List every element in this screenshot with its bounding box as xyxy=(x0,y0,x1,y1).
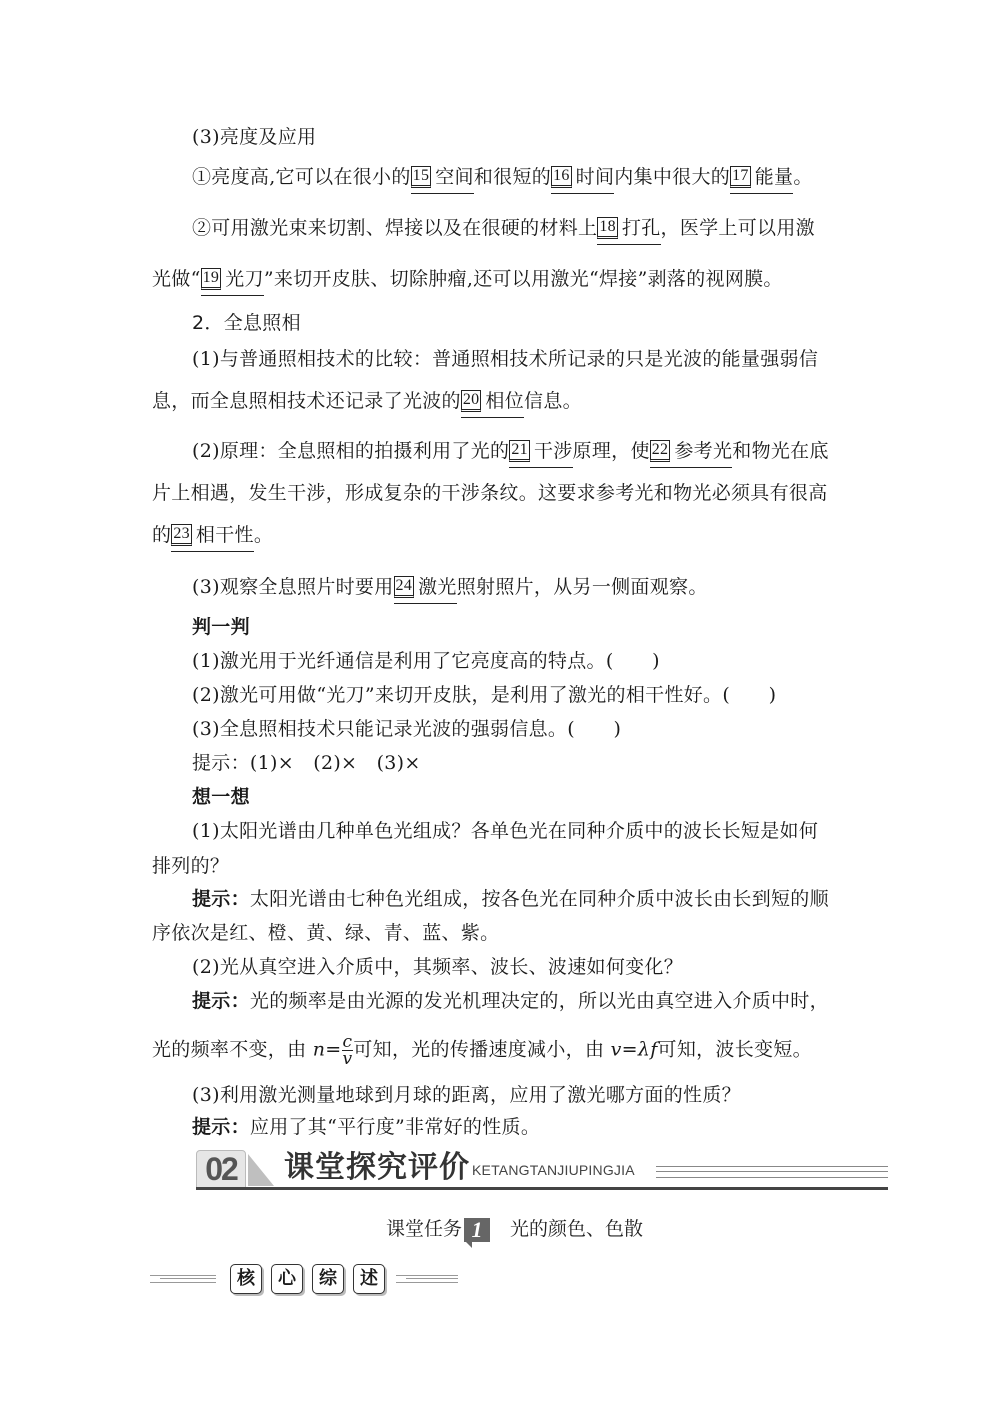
blank-number: 24 xyxy=(394,576,415,598)
task-number-badge: 1 xyxy=(464,1218,490,1242)
blank-answer: 参考光 xyxy=(674,440,733,462)
text: 的 xyxy=(152,524,172,546)
hint-label: 提示： xyxy=(192,1116,250,1138)
section-banner xyxy=(196,1146,888,1192)
paragraph-holo-2-line3 xyxy=(152,522,273,548)
think-q3: (3)利用激光测量地球到月球的距离，应用了激光哪方面的性质？ xyxy=(192,1084,741,1106)
text: 照射照片，从另一侧面观察。 xyxy=(456,576,708,598)
judge-heading: 判一判 xyxy=(192,616,250,638)
text: 光做“ xyxy=(152,268,201,290)
blank-number: 17 xyxy=(730,166,751,188)
section-heading-holography: 2．全息照相 xyxy=(192,312,301,334)
fraction-c-over-v xyxy=(342,1034,354,1067)
blank-18 xyxy=(597,215,660,241)
paragraph-brightness-2-cont xyxy=(152,266,783,292)
blank-number: 21 xyxy=(509,440,530,462)
blank-answer: 打孔 xyxy=(621,217,661,239)
blank-20 xyxy=(461,388,524,414)
hint-text: 光的频率是由光源的发光机理决定的，所以光由真空进入介质中时， xyxy=(249,990,829,1012)
blank-number: 15 xyxy=(411,166,432,188)
hint-label: 提示： xyxy=(192,990,250,1012)
blank-15 xyxy=(411,164,474,190)
blank-24 xyxy=(394,574,457,600)
blank-number: 18 xyxy=(597,217,618,239)
blank-number: 22 xyxy=(650,440,671,462)
blank-number: 20 xyxy=(461,390,482,412)
judge-item-2: (2)激光可用做“光刀”来切开皮肤，是利用了激光的相干性好。( ) xyxy=(192,684,777,706)
blank-16 xyxy=(551,164,614,190)
text: 内集中很大的 xyxy=(614,166,731,188)
text: 和很短的 xyxy=(473,166,552,188)
think-a3 xyxy=(192,1114,540,1140)
think-a2 xyxy=(192,988,829,1014)
think-a2-cont xyxy=(152,1034,812,1067)
formula-n: n= xyxy=(312,1038,342,1061)
blank-number: 19 xyxy=(201,268,222,290)
text: ②可用激光束来切割、焊接以及在很硬的材料上 xyxy=(192,217,598,239)
core-char-box: 综 xyxy=(312,1264,344,1294)
text: ①亮度高,它可以在很小的 xyxy=(192,166,411,188)
banner-rule-lines xyxy=(656,1166,888,1178)
hint-text: 应用了其“平行度”非常好的性质。 xyxy=(249,1116,541,1138)
blank-answer: 相位 xyxy=(485,390,525,412)
section-heading-brightness: (3)亮度及应用 xyxy=(192,126,317,148)
text: ”来切开皮肤、切除肿瘤,还可以用激光“焊接”剥落的视网膜。 xyxy=(263,268,783,290)
think-q1: (1)太阳光谱由几种单色光组成？各单色光在同种介质中的波长长短是如何 xyxy=(192,820,819,842)
blank-17 xyxy=(730,164,793,190)
denominator: v xyxy=(342,1049,353,1069)
text: 光的频率不变，由 xyxy=(152,1038,313,1061)
blank-answer: 光刀 xyxy=(225,268,264,290)
think-q1-cont: 排列的？ xyxy=(152,855,230,877)
paragraph-holo-2-line2: 片上相遇，发生干涉，形成复杂的干涉条纹。这要求参考光和物光必须具有很高 xyxy=(152,482,828,504)
blank-answer: 相干性 xyxy=(195,524,254,546)
blank-23 xyxy=(171,522,254,548)
task-heading xyxy=(386,1214,643,1242)
core-char-box: 心 xyxy=(271,1264,303,1294)
text: 息，而全息照相技术还记录了光波的 xyxy=(152,390,461,412)
blank-19 xyxy=(201,266,264,292)
task-prefix: 课堂任务 xyxy=(386,1218,463,1240)
blank-answer: 能量 xyxy=(754,166,794,188)
paragraph-brightness-1 xyxy=(192,164,813,190)
think-a1-cont: 序依次是红、橙、黄、绿、青、蓝、紫。 xyxy=(152,922,500,944)
text: 。 xyxy=(253,524,274,546)
numerator: c xyxy=(342,1032,353,1052)
paragraph-holo-1: (1)与普通照相技术的比较：普通照相技术所记录的只是光波的能量强弱信 xyxy=(192,348,819,370)
text: 原理，使 xyxy=(572,440,650,462)
text: 信息。 xyxy=(524,390,582,412)
judge-hint xyxy=(192,750,421,776)
core-summary-heading xyxy=(150,1262,450,1298)
banner-subtitle: KETANGTANJIUPINGJIA xyxy=(472,1162,635,1178)
think-heading: 想一想 xyxy=(192,786,250,808)
blank-answer: 干涉 xyxy=(533,440,573,462)
blank-22 xyxy=(650,438,733,464)
banner-number: 02 xyxy=(196,1150,246,1188)
paragraph-brightness-2 xyxy=(192,215,815,241)
left-rule-decoration xyxy=(150,1275,216,1283)
think-q2: (2)光从真空进入介质中，其频率、波长、波速如何变化？ xyxy=(192,956,684,978)
hint-label: 提示： xyxy=(192,888,250,910)
core-char-box: 述 xyxy=(353,1264,385,1294)
text: 和物光在底 xyxy=(732,440,829,462)
hint-label: 提示： xyxy=(192,752,250,774)
paragraph-holo-1-cont xyxy=(152,388,582,414)
think-a1 xyxy=(192,886,829,912)
text: (2)原理：全息照相的拍摄利用了光的 xyxy=(192,440,510,462)
hint-text: 太阳光谱由七种色光组成，按各色光在同种介质中波长由长到短的顺 xyxy=(249,888,829,910)
blank-number: 16 xyxy=(551,166,572,188)
text: 。 xyxy=(793,166,813,188)
core-char-box: 核 xyxy=(230,1264,262,1294)
paragraph-holo-2 xyxy=(192,438,829,464)
formula-v-lambda-f: v=λf xyxy=(610,1038,658,1061)
text: 可知，波长变短。 xyxy=(657,1038,812,1061)
right-rule-decoration xyxy=(396,1275,458,1283)
banner-triangle-decoration xyxy=(248,1154,274,1186)
task-title: 光的颜色、色散 xyxy=(510,1218,644,1240)
blank-answer: 空间 xyxy=(435,166,474,188)
blank-21 xyxy=(509,438,572,464)
judge-item-1: (1)激光用于光纤通信是利用了它亮度高的特点。( ) xyxy=(192,650,660,672)
banner-title: 课堂探究评价 xyxy=(284,1150,470,1185)
paragraph-holo-3 xyxy=(192,574,708,600)
blank-answer: 时间 xyxy=(575,166,615,188)
hint-text: (1)× (2)× (3)× xyxy=(249,752,421,774)
text: 可知，光的传播速度减小，由 xyxy=(353,1038,611,1061)
text: ，医学上可以用激 xyxy=(660,217,815,239)
banner-base-rule xyxy=(196,1187,888,1190)
blank-answer: 激光 xyxy=(418,576,457,598)
text: (3)观察全息照片时要用 xyxy=(192,576,394,598)
judge-item-3: (3)全息照相技术只能记录光波的强弱信息。( ) xyxy=(192,718,622,740)
blank-number: 23 xyxy=(171,524,192,546)
